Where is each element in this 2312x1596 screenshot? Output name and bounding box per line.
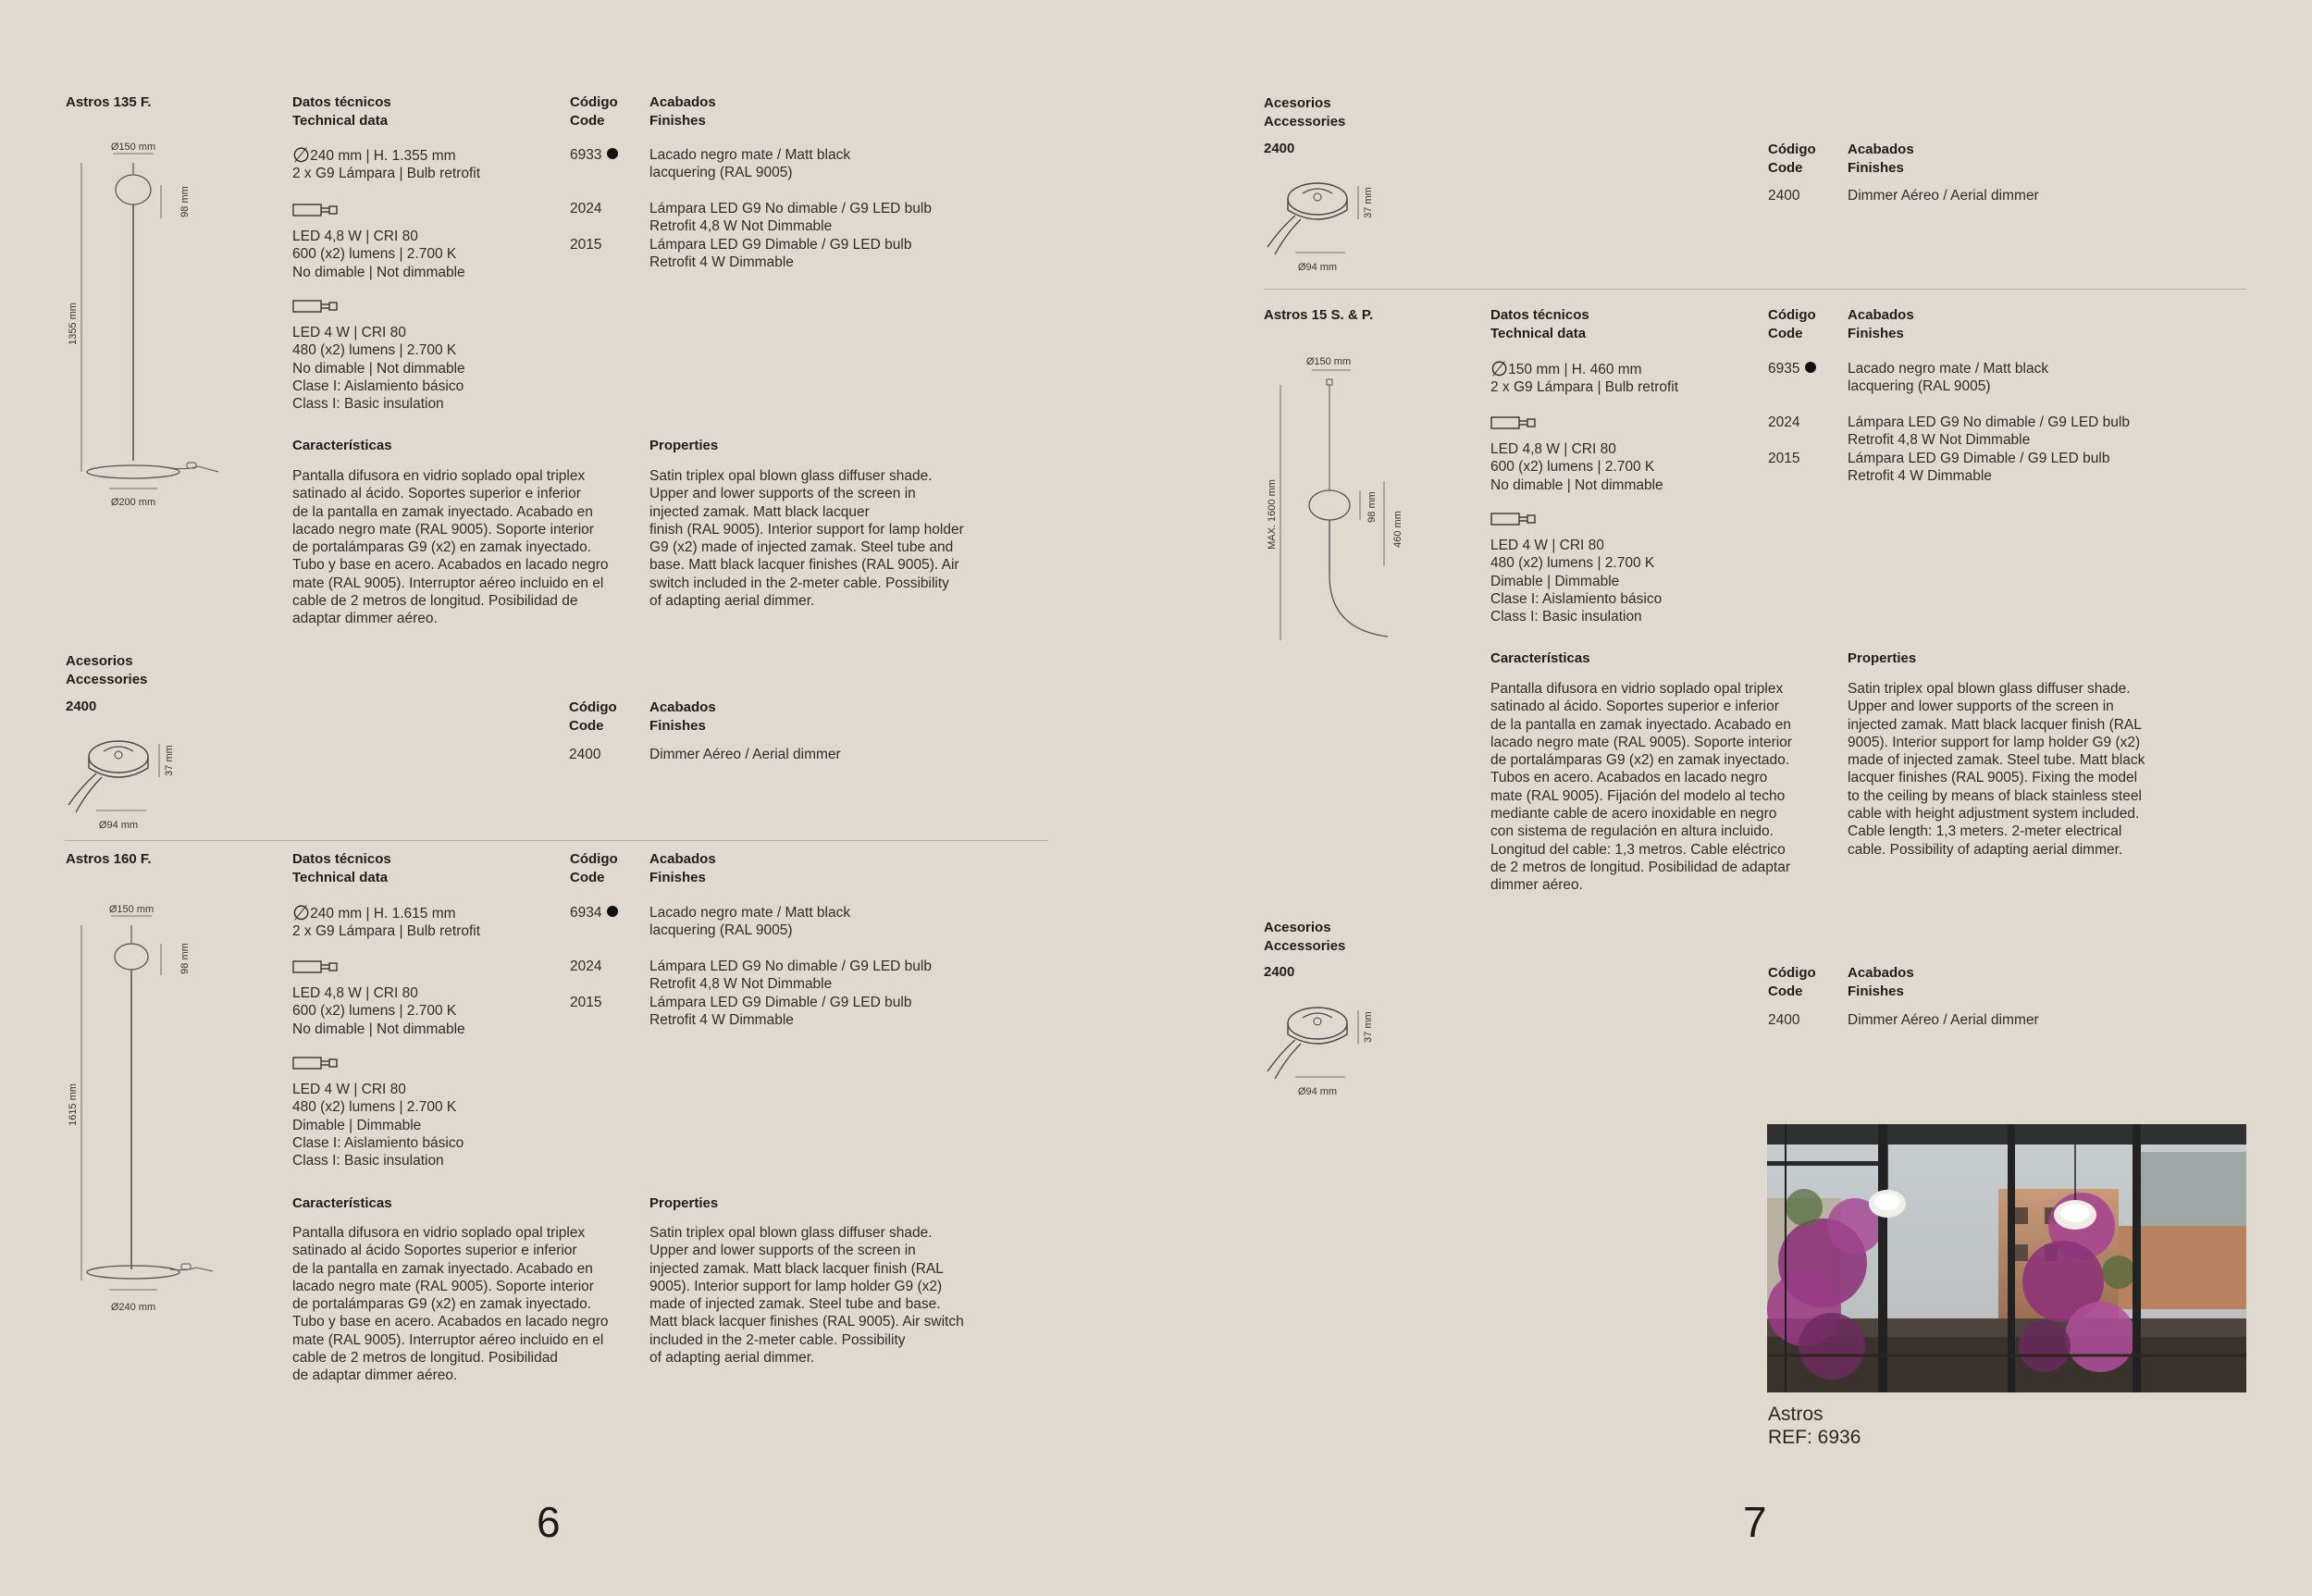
product-1-code-2: 2015 bbox=[570, 237, 602, 253]
page-number-left: 6 bbox=[537, 1498, 561, 1546]
product-1-led-2: LED 4 W | CRI 80 480 (x2) lumens | 2.700 K No dimable | Not dimmable Clase I: Aislamiento básico Class I: Basic insulation bbox=[292, 325, 465, 413]
product-1-code-header: Código Code bbox=[570, 94, 618, 129]
product-3-char-text: Pantalla difusora en vidrio soplado opal triplex satinado al ácido. Soportes superior e inferior de la pantalla en zamak inyectado. Acabado en lacado negro mate (RAL 9005). Soporte interior de portalámparas G9 (x2) en zamak inyectado. Tubos en acero. Acabados en lacado negro mate (RAL 9005). Fijación del modelo al techo mediante cable de acero inoxidable en negro con sistema de regulación en altura incluido. Longitud del cable: 1,3 metros. Cable eléctrico de 2 metros de longitud. Posibilidad de adaptar dimmer aéreo. bbox=[1490, 681, 1792, 894]
product-3-code-2: 2015 bbox=[1768, 451, 1800, 466]
product-3-char-header: Características bbox=[1490, 650, 1590, 666]
photo-caption: Astros REF: 6936 bbox=[1768, 1404, 1861, 1448]
accessory-top-finish-header: Acabados Finishes bbox=[1848, 142, 1914, 176]
product-2-finish-0: Lacado negro mate / Matt black lacquering (RAL 9005) bbox=[649, 905, 851, 939]
product-1-tech-header: Datos técnicos Technical data bbox=[292, 94, 391, 129]
section-divider bbox=[65, 840, 1048, 841]
product-3-dimensions: ∅150 mm | H. 460 mm 2 x G9 Lámpara | Bulb retrofit bbox=[1490, 357, 1679, 396]
product-3-code-1: 2024 bbox=[1768, 414, 1800, 430]
product-2-finish-2: Lámpara LED G9 Dimable / G9 LED bulb Retrofit 4 W Dimmable bbox=[649, 995, 912, 1029]
dimmer-1-height-dim: 37 mm bbox=[164, 745, 175, 776]
product-1-finish-1: Lámpara LED G9 No dimable / G9 LED bulb Retrofit 4,8 W Not Dimmable bbox=[649, 201, 932, 235]
product-3-prop-header: Properties bbox=[1848, 650, 1917, 666]
product-2-led-1: LED 4,8 W | CRI 80 600 (x2) lumens | 2.700 K No dimable | Not dimmable bbox=[292, 985, 465, 1037]
product-2-code-1: 2024 bbox=[570, 959, 602, 974]
drawing-2-base-dim: Ø240 mm bbox=[110, 1302, 156, 1313]
floor-lamp-135-drawing bbox=[59, 137, 226, 513]
dimmer-top-width-dim: Ø94 mm bbox=[1297, 262, 1338, 273]
product-3-finish-2: Lámpara LED G9 Dimable / G9 LED bulb Retrofit 4 W Dimmable bbox=[1848, 451, 2110, 485]
product-1-led-1: LED 4,8 W | CRI 80 600 (x2) lumens | 2.700 K No dimable | Not dimmable bbox=[292, 229, 465, 280]
product-1-char-text: Pantalla difusora en vidrio soplado opal triplex satinado al ácido. Soportes superior e inferior de la pantalla en zamak inyectado. Acabado en lacado negro mate (RAL 9005). Soporte interior de portalámparas G9 (x2) en zamak inyectado. Tubo y base en acero. Acabados en lacado negro mate (RAL 9005). Interruptor aéreo incluido en el cable de 2 metros de longitud. Posibilidad de adaptar dimmer aéreo. bbox=[292, 468, 609, 627]
accessory-top-code-header: Código Code bbox=[1768, 142, 1816, 176]
product-3-led-2: LED 4 W | CRI 80 480 (x2) lumens | 2.700 K Dimable | Dimmable Clase I: Aislamiento básico Class I: Basic insulation bbox=[1490, 538, 1663, 625]
aerial-dimmer-drawing bbox=[63, 731, 183, 833]
product-2-prop-header: Properties bbox=[649, 1195, 719, 1211]
dimmer-3-width-dim: Ø94 mm bbox=[1297, 1086, 1338, 1097]
product-3-prop-text: Satin triplex opal blown glass diffuser shade. Upper and lower supports of the screen in injected zamak. Matt black lacquer finish (RAL 9005). Interior support for lamp holder G9 (x2) made of injected zamak. Steel tube. Matt black lacquer finishes (RAL 9005). Fixing the model to the ceiling by means of black stainless steel cable with height adjustment system included. Cable length: 1,3 meters. 2-meter electrical cable. Possibility of adapting aerial dimmer. bbox=[1848, 681, 2145, 858]
product-3-led-1: LED 4,8 W | CRI 80 600 (x2) lumens | 2.700 K No dimable | Not dimmable bbox=[1490, 441, 1663, 493]
product-2-finish-header: Acabados Finishes bbox=[649, 851, 716, 885]
product-1-finish-header: Acabados Finishes bbox=[649, 94, 716, 129]
drawing-3-max-dim: MAX. 1600 mm bbox=[1267, 479, 1278, 550]
drawing-1-top-dim: Ø150 mm bbox=[110, 142, 156, 153]
dimmer-1-width-dim: Ø94 mm bbox=[98, 820, 139, 831]
product-1-code-1: 2024 bbox=[570, 201, 602, 217]
product-2-tech-header: Datos técnicos Technical data bbox=[292, 851, 391, 885]
dimmer-top-height-dim: 37 mm bbox=[1363, 187, 1374, 218]
drawing-1-base-dim: Ø200 mm bbox=[110, 497, 156, 508]
product-3-finish-header: Acabados Finishes bbox=[1848, 307, 1914, 341]
accessory-top-code: 2400 bbox=[1768, 188, 1800, 204]
g9-bulb-icon bbox=[292, 298, 340, 315]
drawing-3-height-dim: 460 mm bbox=[1392, 511, 1403, 548]
accessory-3-code: 2400 bbox=[1768, 1012, 1800, 1028]
drawing-2-shade-dim: 98 mm bbox=[179, 943, 191, 974]
accessory-1-code-header: Código Code bbox=[569, 699, 617, 734]
drawing-3-shade-dim: 98 mm bbox=[1366, 491, 1378, 523]
product-1-char-header: Características bbox=[292, 438, 392, 453]
product-3-finish-1: Lámpara LED G9 No dimable / G9 LED bulb Retrofit 4,8 W Not Dimmable bbox=[1848, 414, 2130, 449]
product-3-finish-0: Lacado negro mate / Matt black lacquering (RAL 9005) bbox=[1848, 361, 2049, 395]
diameter-icon: ∅ bbox=[292, 143, 311, 167]
product-2-code-2: 2015 bbox=[570, 995, 602, 1010]
accessory-3-finish-header: Acabados Finishes bbox=[1848, 965, 1914, 999]
accessory-1-code: 2400 bbox=[569, 747, 601, 762]
product-1-name: Astros 135 F. bbox=[66, 94, 152, 110]
accessory-1-id: 2400 bbox=[66, 699, 97, 714]
product-1-dimensions: ∅240 mm | H. 1.355 mm 2 x G9 Lámpara | Bulb retrofit bbox=[292, 143, 481, 182]
product-2-prop-text: Satin triplex opal blown glass diffuser shade. Upper and lower supports of the screen in injected zamak. Matt black lacquer finish (RAL 9005). Interior support for lamp holder G9 (x2) made of injected zamak. Steel tube and base. Matt black lacquer finishes (RAL 9005). Air switch included in the 2-meter cable. Possibility of adapting aerial dimmer. bbox=[649, 1225, 964, 1367]
product-2-name: Astros 160 F. bbox=[66, 851, 152, 867]
product-1-code-0: 6933 bbox=[570, 146, 618, 164]
g9-bulb-icon bbox=[1490, 511, 1539, 527]
page-number-right: 7 bbox=[1743, 1498, 1767, 1546]
aerial-dimmer-drawing bbox=[1262, 173, 1382, 275]
diameter-icon: ∅ bbox=[1490, 357, 1509, 380]
pendant-lamp-drawing bbox=[1258, 352, 1416, 648]
drawing-3-top-dim: Ø150 mm bbox=[1305, 356, 1352, 367]
accessory-1-finish-header: Acabados Finishes bbox=[649, 699, 716, 734]
aerial-dimmer-drawing bbox=[1262, 997, 1382, 1099]
drawing-2-top-dim: Ø150 mm bbox=[108, 904, 155, 915]
product-1-finish-0: Lacado negro mate / Matt black lacquering (RAL 9005) bbox=[649, 147, 851, 181]
dimmer-3-height-dim: 37 mm bbox=[1363, 1011, 1374, 1043]
product-photo bbox=[1767, 1124, 2246, 1392]
product-2-char-header: Características bbox=[292, 1195, 392, 1211]
g9-bulb-icon bbox=[1490, 414, 1539, 431]
product-3-code-0: 6935 bbox=[1768, 360, 1816, 377]
accessory-3-id: 2400 bbox=[1264, 964, 1295, 980]
accessory-1-header: Acesorios Accessories bbox=[66, 653, 148, 687]
g9-bulb-icon bbox=[292, 1055, 340, 1071]
product-2-led-2: LED 4 W | CRI 80 480 (x2) lumens | 2.700 K Dimable | Dimmable Clase I: Aislamiento básico Class I: Basic insulation bbox=[292, 1082, 464, 1169]
accessory-3-code-header: Código Code bbox=[1768, 965, 1816, 999]
product-3-name: Astros 15 S. & P. bbox=[1264, 307, 1374, 323]
product-2-code-0: 6934 bbox=[570, 904, 618, 922]
black-finish-dot-icon bbox=[1805, 362, 1816, 373]
product-2-finish-1: Lámpara LED G9 No dimable / G9 LED bulb Retrofit 4,8 W Not Dimmable bbox=[649, 959, 932, 993]
accessory-3-header: Acesorios Accessories bbox=[1264, 920, 1346, 954]
g9-bulb-icon bbox=[292, 959, 340, 975]
product-3-tech-header: Datos técnicos Technical data bbox=[1490, 307, 1589, 341]
product-2-dimensions: ∅240 mm | H. 1.615 mm 2 x G9 Lámpara | Bulb retrofit bbox=[292, 901, 481, 940]
product-2-code-header: Código Code bbox=[570, 851, 618, 885]
section-divider bbox=[1264, 289, 2246, 290]
product-1-prop-text: Satin triplex opal blown glass diffuser shade. Upper and lower supports of the screen in injected zamak. Matt black lacquer finish (RAL 9005). Interior support for lamp holder G9 (x2) made of injected zamak. Steel tube and base. Matt black lacquer finishes (RAL 9005). Air switch included in the 2-meter cable. Possibility of adapting aerial dimmer. bbox=[649, 468, 964, 610]
product-3-code-header: Código Code bbox=[1768, 307, 1816, 341]
accessory-3-finish: Dimmer Aéreo / Aerial dimmer bbox=[1848, 1012, 2039, 1028]
black-finish-dot-icon bbox=[607, 148, 618, 159]
product-1-prop-header: Properties bbox=[649, 438, 719, 453]
g9-bulb-icon bbox=[292, 202, 340, 218]
black-finish-dot-icon bbox=[607, 906, 618, 917]
diameter-icon: ∅ bbox=[292, 901, 311, 924]
product-1-finish-2: Lámpara LED G9 Dimable / G9 LED bulb Retrofit 4 W Dimmable bbox=[649, 237, 912, 271]
drawing-2-height-dim: 1615 mm bbox=[68, 1083, 79, 1126]
product-2-char-text: Pantalla difusora en vidrio soplado opal triplex satinado al ácido Soportes superior e inferior de la pantalla en zamak inyectado. Acabado en lacado negro mate (RAL 9005). Soporte interior de portalámparas G9 (x2) en zamak inyectado. Tubo y base en acero. Acabados en lacado negro mate (RAL 9005). Interruptor aéreo incluido en el cable de 2 metros de longitud. Posibilidad de adaptar dimmer aéreo. bbox=[292, 1225, 609, 1384]
drawing-1-height-dim: 1355 mm bbox=[68, 303, 79, 345]
drawing-1-shade-dim: 98 mm bbox=[179, 186, 191, 217]
accessory-1-finish: Dimmer Aéreo / Aerial dimmer bbox=[649, 747, 841, 762]
floor-lamp-160-drawing bbox=[59, 899, 226, 1316]
accessory-top-header: Acesorios Accessories bbox=[1264, 95, 1346, 130]
accessory-top-id: 2400 bbox=[1264, 141, 1295, 156]
accessory-top-finish: Dimmer Aéreo / Aerial dimmer bbox=[1848, 188, 2039, 204]
